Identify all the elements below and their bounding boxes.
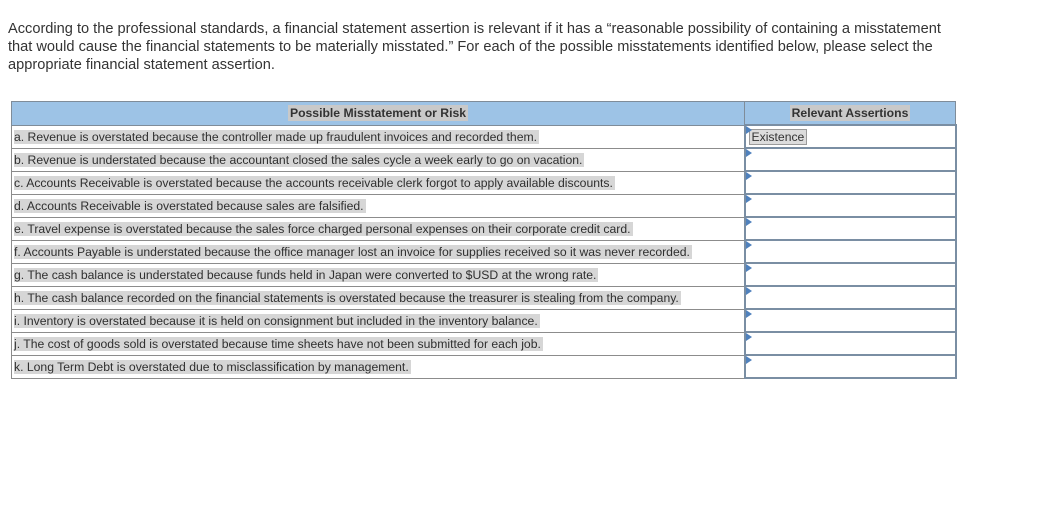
risk-text: d. Accounts Receivable is overstated because sales are falsified. <box>14 198 364 213</box>
dropdown-flag-icon <box>746 241 752 249</box>
header-assertions: Relevant Assertions <box>745 102 956 126</box>
assertion-dropdown[interactable] <box>745 148 956 171</box>
dropdown-flag-icon <box>746 333 752 341</box>
assertion-dropdown[interactable] <box>745 309 956 332</box>
table-header-row <box>12 102 956 126</box>
risk-cell <box>12 332 745 355</box>
table-row <box>12 309 956 332</box>
dropdown-flag-icon <box>746 172 752 180</box>
risk-text: k. Long Term Debt is overstated due to misclassification by management. <box>14 359 409 374</box>
misstatement-table <box>11 101 957 379</box>
dropdown-flag-icon <box>746 149 752 157</box>
table-row <box>12 171 956 194</box>
assertion-dropdown[interactable] <box>745 240 956 263</box>
assertion-dropdown[interactable] <box>745 355 956 378</box>
dropdown-flag-icon <box>746 356 752 364</box>
assertion-value: Existence <box>749 129 808 145</box>
risk-text: e. Travel expense is overstated because the sales force charged personal expenses on their corporate credit card. <box>14 221 631 236</box>
risk-cell <box>12 263 745 286</box>
risk-text: g. The cash balance is understated because funds held in Japan were converted to $USD at the wrong rate. <box>14 267 597 282</box>
table-row <box>12 240 956 263</box>
risk-text: c. Accounts Receivable is overstated because the accounts receivable clerk forgot to apply available discounts. <box>14 175 613 190</box>
header-risk: Possible Misstatement or Risk <box>12 102 745 126</box>
question-prompt: According to the professional standards, a financial statement assertion is relevant if it has a “reasonable possibility of containing a misstatement that would cause the financial statements to be materially misstated.” For each of the possible misstatements identified below, please select the appropriate financial statement assertion. <box>8 21 941 73</box>
table-row <box>12 217 956 240</box>
risk-text: b. Revenue is understated because the accountant closed the sales cycle a week early to go on vacation. <box>14 152 583 167</box>
risk-text: a. Revenue is overstated because the controller made up fraudulent invoices and recorded them. <box>14 129 538 144</box>
risk-text: h. The cash balance recorded on the financial statements is overstated because the treasurer is stealing from the company. <box>14 290 679 305</box>
table-row <box>12 263 956 286</box>
assertion-dropdown[interactable] <box>745 125 956 148</box>
table-row <box>12 332 956 355</box>
table-row <box>12 355 956 378</box>
table-row <box>12 125 956 148</box>
table-row <box>12 194 956 217</box>
dropdown-flag-icon <box>746 126 752 134</box>
risk-cell <box>12 148 745 171</box>
table-body <box>12 125 956 378</box>
risk-cell <box>12 125 745 148</box>
risk-cell <box>12 217 745 240</box>
risk-text: j. The cost of goods sold is overstated because time sheets have not been submitted for each job. <box>14 336 541 351</box>
dropdown-flag-icon <box>746 287 752 295</box>
risk-cell <box>12 355 745 378</box>
risk-cell <box>12 240 745 263</box>
assertion-dropdown[interactable] <box>745 286 956 309</box>
table-row <box>12 286 956 309</box>
assertion-dropdown[interactable] <box>745 263 956 286</box>
risk-cell <box>12 286 745 309</box>
assertion-dropdown[interactable] <box>745 217 956 240</box>
dropdown-flag-icon <box>746 218 752 226</box>
risk-text: i. Inventory is overstated because it is held on consignment but included in the inventory balance. <box>14 313 538 328</box>
dropdown-flag-icon <box>746 310 752 318</box>
risk-cell <box>12 194 745 217</box>
dropdown-flag-icon <box>746 195 752 203</box>
risk-text: f. Accounts Payable is understated because the office manager lost an invoice for supplies received so it was never recorded. <box>14 244 690 259</box>
assertion-dropdown[interactable] <box>745 332 956 355</box>
dropdown-flag-icon <box>746 264 752 272</box>
risk-cell <box>12 171 745 194</box>
table-row <box>12 148 956 171</box>
assertion-dropdown[interactable] <box>745 171 956 194</box>
assertion-dropdown[interactable] <box>745 194 956 217</box>
risk-cell <box>12 309 745 332</box>
